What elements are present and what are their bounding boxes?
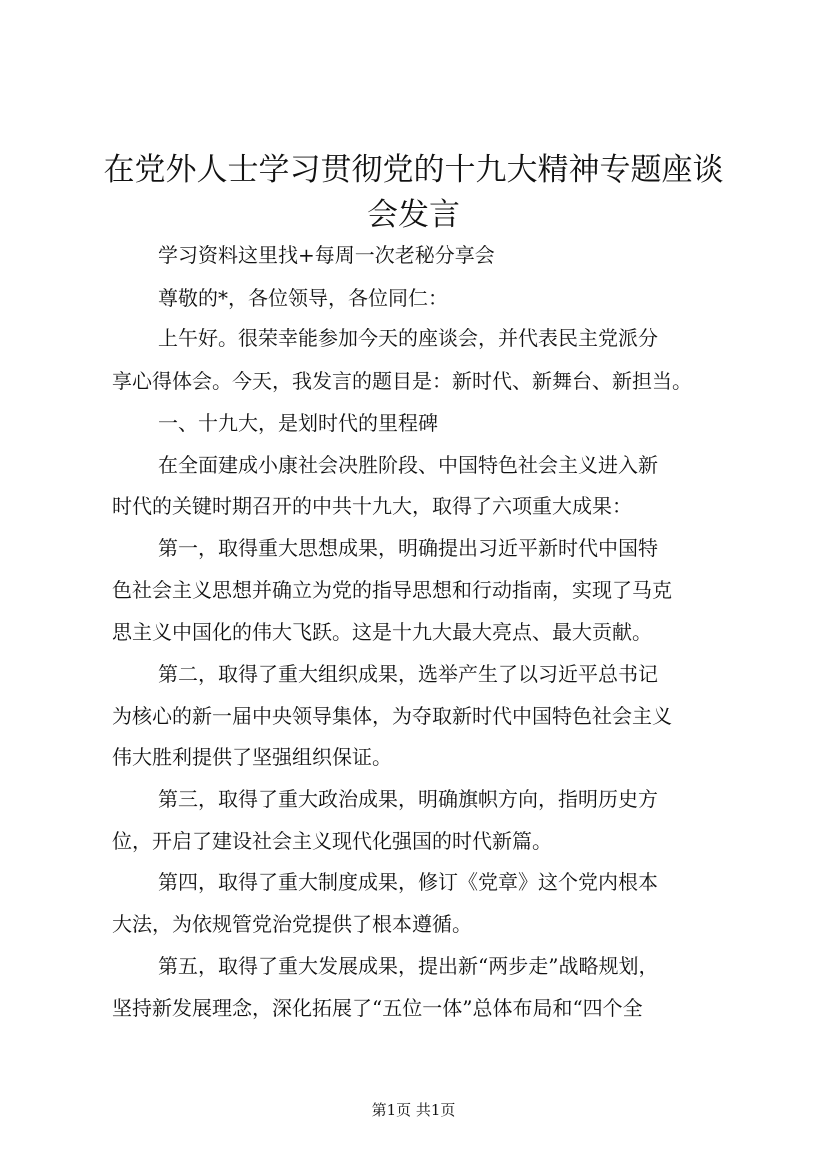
paragraph-line: 第一，取得重大思想成果，明确提出习近平新时代中国特 <box>158 536 658 560</box>
paragraph-line: 大法，为依规管党治党提供了根本遵循。 <box>112 912 472 936</box>
title-line-2: 会发言 <box>367 197 460 233</box>
paragraph-line: 在全面建成小康社会决胜阶段、中国特色社会主义进入新 <box>158 453 658 477</box>
paragraph-line: 享心得体会。今天，我发言的题目是：新时代、新舞台、新担当。 <box>112 369 692 393</box>
paragraph-line: 学习资料这里找+每周一次老秘分享会 <box>158 243 495 267</box>
paragraph-line: 一、十九大，是划时代的里程碑 <box>158 411 438 435</box>
paragraph-line: 坚持新发展理念，深化拓展了“五位一体”总体布局和“四个全 <box>112 996 643 1020</box>
paragraph-line: 思主义中国化的伟大飞跃。这是十九大最大亮点、最大贡献。 <box>112 620 652 644</box>
document-title <box>100 148 727 238</box>
paragraph-line: 伟大胜利提供了坚强组织保证。 <box>112 745 392 769</box>
paragraph-line: 位，开启了建设社会主义现代化强国的时代新篇。 <box>112 829 552 853</box>
paragraph-line: 第五，取得了重大发展成果，提出新“两步走”战略规划， <box>158 954 659 978</box>
paragraph-line: 色社会主义思想并确立为党的指导思想和行动指南，实现了马克 <box>112 578 672 602</box>
paragraph-line: 为核心的新一届中央领导集体，为夺取新时代中国特色社会主义 <box>112 704 672 728</box>
title-line-1: 在党外人士学习贯彻党的十九大精神专题座谈 <box>103 152 724 188</box>
paragraph-line: 第三，取得了重大政治成果，明确旗帜方向，指明历史方 <box>158 787 658 811</box>
paragraph-line: 第二，取得了重大组织成果，选举产生了以习近平总书记 <box>158 662 658 686</box>
paragraph-line: 时代的关键时期召开的中共十九大，取得了六项重大成果： <box>112 494 632 518</box>
paragraph-line: 第四，取得了重大制度成果，修订《党章》这个党内根本 <box>158 870 658 894</box>
paragraph-line: 尊敬的*，各位领导，各位同仁： <box>158 286 448 310</box>
page-footer: 第1页 共1页 <box>371 1101 456 1119</box>
paragraph-line: 上午好。很荣幸能参加今天的座谈会，并代表民主党派分 <box>158 326 658 350</box>
